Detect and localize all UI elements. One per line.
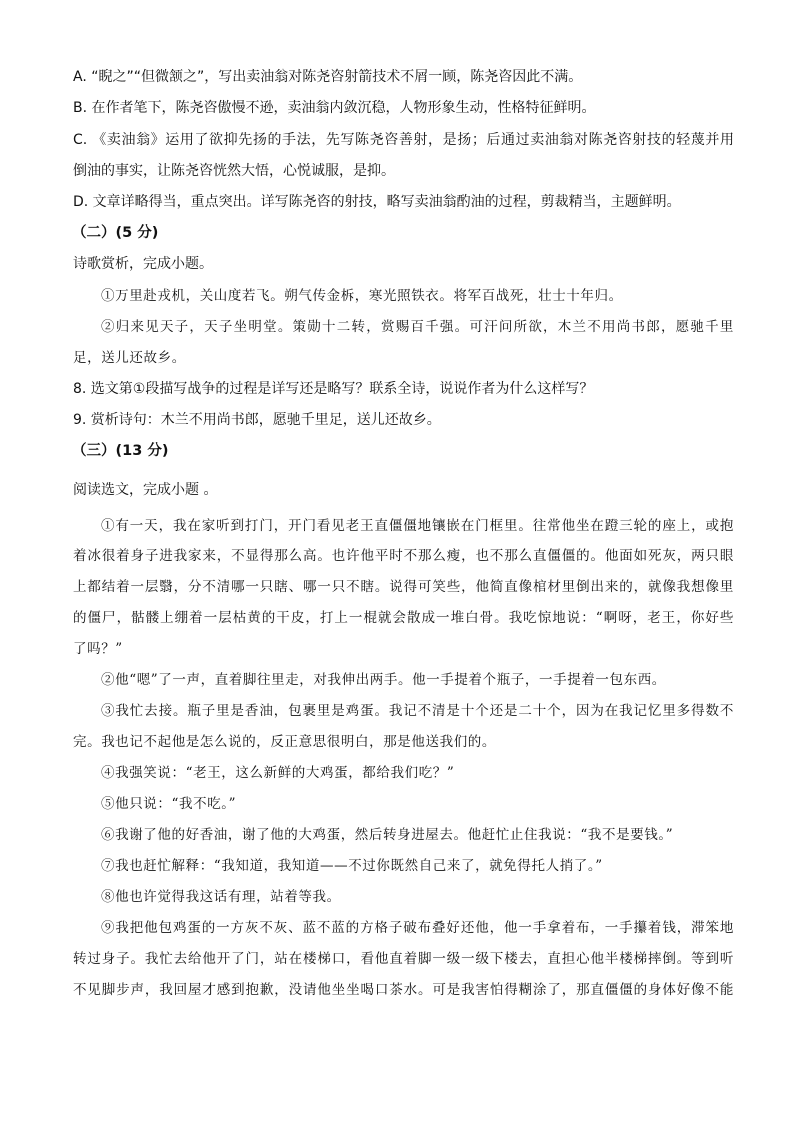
para-1-line1: ①有一天，我在家听到打门，开门看见老王直僵僵地镶嵌在门框里。往常他坐在蹬三轮的座上，或抱 (101, 518, 734, 534)
poem-stanza-1: ①万里赴戎机，关山度若飞。朔气传金柝，寒光照铁衣。将军百战死，壮士十年归。 (101, 288, 623, 304)
question-9: 9. 赏析诗句：木兰不用尚书郎，愿驰千里足，送儿还故乡。 (73, 412, 441, 428)
para-9-line3: 不见脚步声，我回屋才感到抱歉，没请他坐坐喝口茶水。可是我害怕得糊涂了，那直僵僵的身体好像不能 (73, 982, 734, 998)
section-3-heading: （三）(13 分) (72, 443, 169, 459)
para-7: ⑦我也赶忙解释：“我知道，我知道——不过你既然自己来了，就免得托人捎了。” (101, 858, 603, 874)
para-1-line4: 的僵尸，骷髅上绷着一层枯黄的干皮，打上一棍就会散成一堆白骨。我吃惊地说：“啊呀，老王，你好些 (73, 610, 734, 626)
para-3-line1: ③我忙去接。瓶子里是香油，包裹里是鸡蛋。我记不清是十个还是二十个，因为在我记忆里多得数不 (101, 703, 734, 719)
question-8: 8. 选文第①段描写战争的过程是详写还是略写？联系全诗，说说作者为什么这样写？ (73, 381, 594, 397)
option-c-line1: C. 《卖油翁》运用了欲抑先扬的手法，先写陈尧咨善射，是扬；后通过卖油翁对陈尧咨射技的轻蔑并用 (73, 132, 734, 148)
para-6: ⑥我谢了他的好香油，谢了他的大鸡蛋，然后转身进屋去。他赶忙止住我说：“我不是要钱。” (101, 827, 674, 843)
para-1-line5: 了吗？” (73, 641, 123, 657)
section-2-intro: 诗歌赏析，完成小题。 (73, 256, 213, 272)
section-3-intro: 阅读选文，完成小题 。 (73, 482, 218, 498)
para-9-line2: 转过身子。我忙去给他开了门，站在楼梯口，看他直着脚一级一级下楼去，直担心他半楼梯摔倒。等到听 (73, 951, 734, 967)
option-b: B. 在作者笔下，陈尧咨傲慢不逊，卖油翁内敛沉稳，人物形象生动，性格特征鲜明。 (73, 100, 596, 116)
para-3-line2: 完。我也记不起他是怎么说的，反正意思很明白，那是他送我们的。 (73, 734, 496, 750)
option-c-line2: 倒油的事实，让陈尧咨恍然大悟，心悦诚服，是抑。 (73, 163, 395, 179)
para-1-line3: 上都结着一层翳，分不清哪一只瞎、哪一只不瞎。说得可笑些，他简直像棺材里倒出来的，就像我想像里 (73, 579, 734, 595)
para-8: ⑧他也许觉得我这话有理，站着等我。 (101, 889, 341, 905)
para-2: ②他“嗯”了一声，直着脚往里走，对我伸出两手。他一手提着个瓶子，一手提着一包东西。 (101, 672, 666, 688)
poem-stanza-2-line1: ②归来见天子，天子坐明堂。策勋十二转，赏赐百千强。可汗问所欲，木兰不用尚书郎，愿驰千里 (101, 319, 734, 335)
section-2-heading: （二）(5 分) (72, 225, 159, 241)
option-a: A. “睨之”“但微颔之”，写出卖油翁对陈尧咨射箭技术不屑一顾，陈尧咨因此不满。 (73, 69, 583, 85)
para-9-line1: ⑨我把他包鸡蛋的一方灰不灰、蓝不蓝的方格子破布叠好还他，他一手拿着布，一手攥着钱，滞笨地 (101, 920, 734, 936)
option-d: D. 文章详略得当，重点突出。详写陈尧咨的射技，略写卖油翁酌油的过程，剪裁精当，主题鲜明。 (73, 194, 681, 210)
para-1-line2: 着冰很着身子进我家来，不显得那么高。也许他平时不那么瘦，也不那么直僵僵的。他面如死灰，两只眼 (73, 548, 734, 564)
para-5: ⑤他只说：“我不吃。” (101, 796, 237, 812)
para-4: ④我强笑说：“老王，这么新鲜的大鸡蛋，都给我们吃？” (101, 765, 455, 781)
poem-stanza-2-line2: 足，送儿还故乡。 (73, 350, 186, 366)
